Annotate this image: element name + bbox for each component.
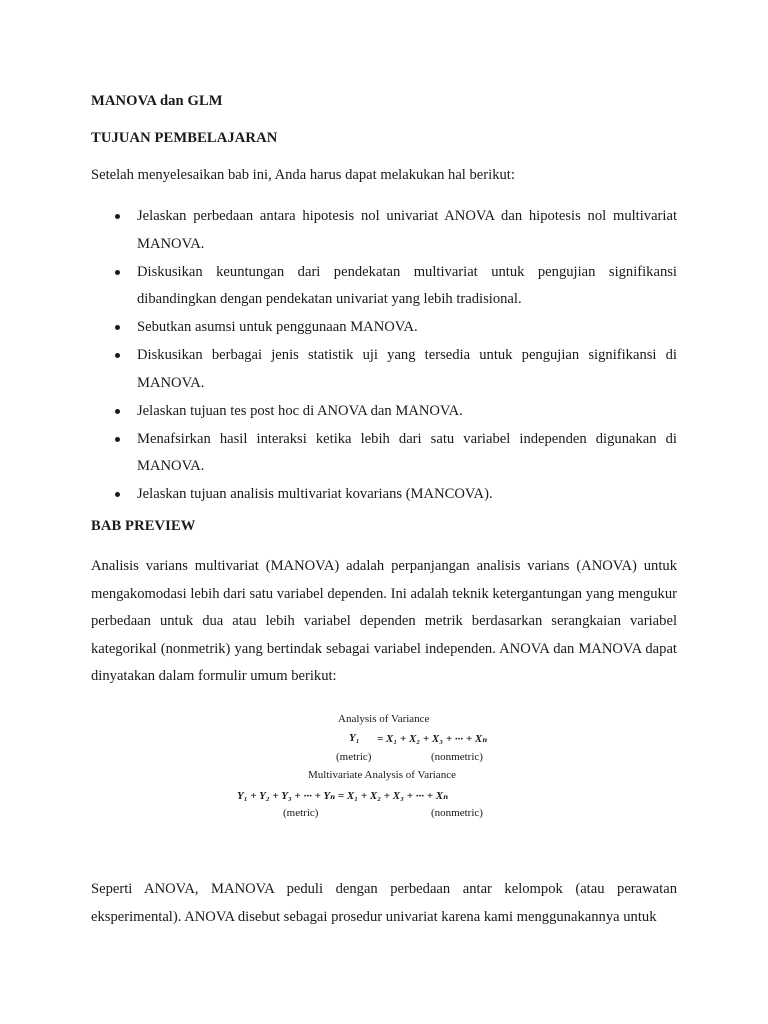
list-item: Menafsirkan hasil interaksi ketika lebih dari satu variabel independen digunakan di MANOVA.: [91, 426, 677, 481]
list-item: Sebutkan asumsi untuk penggunaan MANOVA.: [91, 314, 677, 342]
formula-figure: [231, 710, 541, 830]
intro-text: Setelah menyelesaikan bab ini, Anda harus dapat melakukan hal berikut:: [91, 167, 515, 183]
section-heading-objectives: TUJUAN PEMBELAJARAN: [91, 130, 278, 146]
paragraph: Analisis varians multivariat (MANOVA) adalah perpanjangan analisis varians (ANOVA) untuk mengakomodasi lebih dari satu variabel dependen. Ini adalah teknik ketergantungan yang mengukur perbedaan untuk dua atau lebih variabel dependen metrik berdasarkan serangkaian variabel kategorikal (nonmetrik) yang bertindak sebagai variabel independen. ANOVA dan MANOVA dapat dinyatakan dalam formulir umum berikut:: [91, 558, 677, 685]
formula-anova-metric-label: (metric): [336, 751, 372, 763]
section-heading-preview: BAB PREVIEW: [91, 518, 196, 534]
formula-manova-nonmetric-label: (nonmetric): [431, 807, 483, 819]
list-item: Jelaskan tujuan analisis multivariat kovarians (MANCOVA).: [91, 481, 677, 509]
objectives-list: [91, 203, 677, 509]
formula-manova-title: Multivariate Analysis of Variance: [308, 769, 456, 781]
formula-anova-title: Analysis of Variance: [338, 713, 430, 725]
formula-anova-lhs: Y₁: [349, 732, 360, 744]
list-item: Jelaskan perbedaan antara hipotesis nol univariat ANOVA dan hipotesis nol multivariat MANOVA.: [91, 203, 677, 258]
document-page: [91, 0, 677, 1024]
formula-manova-metric-label: (metric): [283, 807, 319, 819]
formula-anova-rhs: = X₁ + X₂ + X₃ + ··· + Xₙ: [377, 733, 488, 745]
list-item: Diskusikan berbagai jenis statistik uji yang tersedia untuk pengujian signifikansi di MANOVA.: [91, 342, 677, 397]
formula-anova-nonmetric-label: (nonmetric): [431, 751, 483, 763]
document-title: MANOVA dan GLM: [91, 93, 223, 109]
list-item: Jelaskan tujuan tes post hoc di ANOVA dan MANOVA.: [91, 398, 677, 426]
list-item: Diskusikan keuntungan dari pendekatan multivariat untuk pengujian signifikansi dibandingkan dengan pendekatan univariat yang lebih tradisional.: [91, 259, 677, 314]
paragraph: Seperti ANOVA, MANOVA peduli dengan perbedaan antar kelompok (atau perawatan eksperimental). ANOVA disebut sebagai prosedur univariat karena kami menggunakannya untuk: [91, 881, 677, 925]
formula-manova-equation: Y₁ + Y₂ + Y₃ + ··· + Yₙ = X₁ + X₂ + X₃ + ··· + Xₙ: [237, 790, 449, 802]
